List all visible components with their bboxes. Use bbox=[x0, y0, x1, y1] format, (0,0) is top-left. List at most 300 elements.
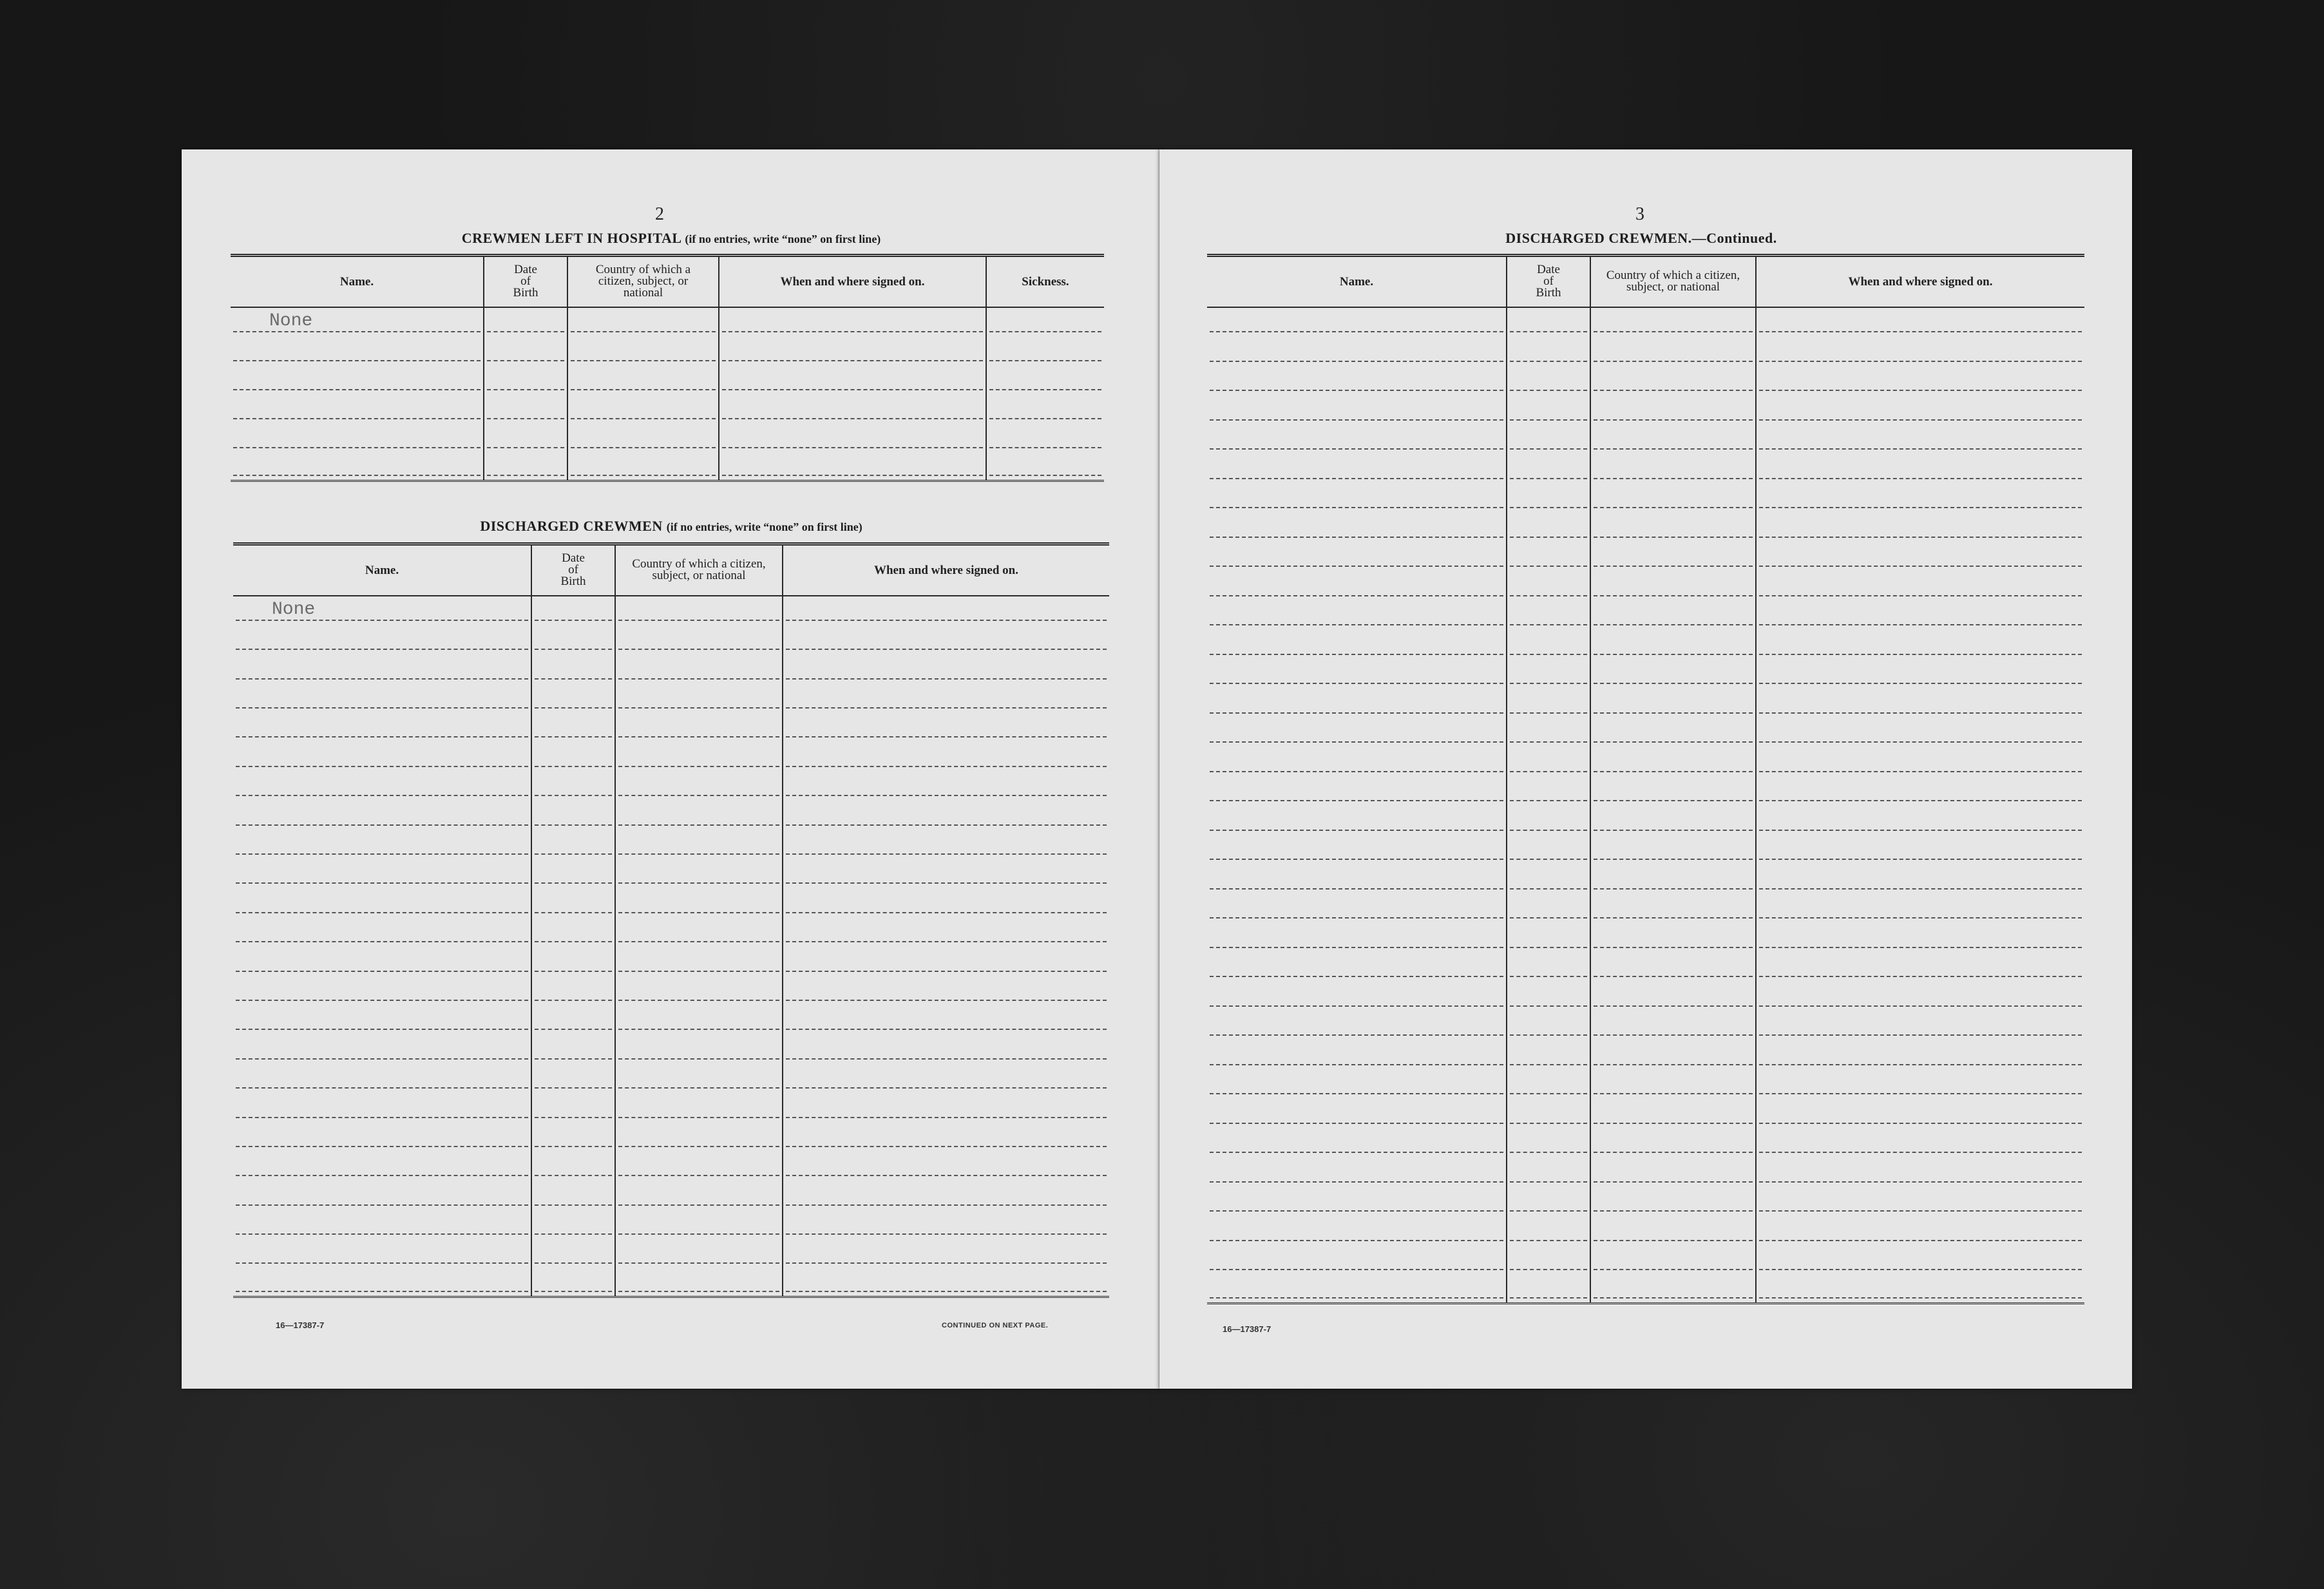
dotted-line bbox=[989, 475, 1101, 476]
dotted-line bbox=[236, 707, 528, 709]
table-cell bbox=[1207, 629, 1507, 659]
table-cell bbox=[231, 452, 484, 481]
table-cell bbox=[1756, 453, 2084, 483]
table-cell bbox=[233, 712, 531, 741]
table-cell bbox=[1207, 864, 1507, 893]
table-cell bbox=[719, 365, 986, 394]
table-cell bbox=[1756, 776, 2084, 806]
table-row bbox=[233, 946, 1109, 975]
dotted-line bbox=[618, 912, 779, 913]
dotted-line bbox=[618, 1233, 779, 1235]
dotted-line bbox=[1510, 1269, 1587, 1270]
dotted-line bbox=[786, 649, 1107, 650]
dotted-line bbox=[1759, 1269, 2082, 1270]
table-cell bbox=[615, 917, 783, 946]
table-cell bbox=[1207, 1040, 1507, 1069]
table-cell bbox=[1590, 747, 1756, 776]
table-cell bbox=[783, 1063, 1109, 1092]
table-cell bbox=[1590, 1215, 1756, 1245]
table-row bbox=[233, 741, 1109, 770]
dotted-line bbox=[236, 882, 528, 884]
table-cell bbox=[531, 654, 615, 683]
table-cell bbox=[1507, 1274, 1590, 1304]
dotted-line bbox=[1594, 624, 1753, 625]
table-cell bbox=[1507, 307, 1590, 337]
table-cell bbox=[1207, 453, 1507, 483]
dotted-line bbox=[1594, 1297, 1753, 1299]
table-cell bbox=[484, 336, 567, 365]
table-cell bbox=[1590, 1011, 1756, 1040]
dotted-line bbox=[618, 649, 779, 650]
dotted-line bbox=[1510, 331, 1587, 332]
dotted-line bbox=[786, 620, 1107, 621]
table-cell bbox=[531, 683, 615, 712]
dotted-line bbox=[535, 766, 612, 767]
table-cell bbox=[531, 712, 615, 741]
dotted-line bbox=[618, 1087, 779, 1089]
table-cell bbox=[1507, 776, 1590, 806]
table-cell bbox=[615, 859, 783, 888]
dotted-line bbox=[1510, 390, 1587, 391]
col-country bbox=[615, 544, 783, 596]
dotted-line bbox=[1210, 595, 1503, 596]
table-row bbox=[233, 1268, 1109, 1297]
table-cell bbox=[531, 1151, 615, 1180]
table-cell bbox=[531, 1005, 615, 1034]
dotted-line bbox=[786, 795, 1107, 796]
dotted-line bbox=[1510, 507, 1587, 508]
table-cell bbox=[531, 1063, 615, 1092]
table-cell bbox=[1507, 512, 1590, 542]
table-cell bbox=[531, 625, 615, 654]
table-cell bbox=[783, 1092, 1109, 1121]
table-row bbox=[233, 1092, 1109, 1121]
dotted-line bbox=[1759, 1034, 2082, 1036]
table-row bbox=[231, 394, 1104, 423]
table-cell bbox=[1507, 336, 1590, 366]
table-cell bbox=[1507, 1245, 1590, 1275]
dotted-line bbox=[1594, 448, 1753, 450]
dotted-line bbox=[618, 824, 779, 826]
dotted-line bbox=[786, 707, 1107, 709]
dotted-line bbox=[1210, 888, 1503, 890]
table-row bbox=[231, 307, 1104, 336]
table-cell bbox=[1590, 571, 1756, 600]
dotted-line bbox=[786, 1291, 1107, 1292]
dotted-line bbox=[535, 1058, 612, 1060]
dotted-line bbox=[1510, 1005, 1587, 1007]
table-cell bbox=[1507, 600, 1590, 630]
dotted-line bbox=[1210, 1064, 1503, 1065]
table-cell bbox=[484, 365, 567, 394]
table-cell bbox=[1590, 336, 1756, 366]
table-cell bbox=[1507, 1128, 1590, 1157]
dotted-line bbox=[1759, 1210, 2082, 1212]
table-cell bbox=[783, 1122, 1109, 1151]
table-row bbox=[1207, 1040, 2084, 1069]
table-cell bbox=[1507, 805, 1590, 835]
table-cell bbox=[531, 946, 615, 975]
table-row bbox=[233, 654, 1109, 683]
table-row bbox=[233, 888, 1109, 917]
dotted-line bbox=[618, 620, 779, 621]
dotted-line bbox=[1759, 507, 2082, 508]
dotted-line bbox=[1510, 1123, 1587, 1124]
left-page bbox=[182, 149, 1161, 1389]
dotted-line bbox=[1210, 1240, 1503, 1241]
dotted-line bbox=[618, 941, 779, 942]
table-cell bbox=[233, 654, 531, 683]
dotted-line bbox=[786, 1029, 1107, 1030]
table-row bbox=[231, 336, 1104, 365]
table-cell bbox=[233, 741, 531, 770]
discharged-table bbox=[233, 542, 1109, 1298]
table-cell bbox=[567, 307, 719, 336]
dotted-line bbox=[1759, 800, 2082, 801]
dotted-line bbox=[1210, 537, 1503, 538]
dotted-line bbox=[1759, 859, 2082, 860]
table-cell bbox=[1756, 571, 2084, 600]
table-row bbox=[233, 596, 1109, 625]
table-cell bbox=[615, 800, 783, 829]
table-cell bbox=[1590, 307, 1756, 337]
table-cell bbox=[1756, 366, 2084, 395]
table-row bbox=[1207, 629, 2084, 659]
dotted-line bbox=[618, 1058, 779, 1060]
table-cell bbox=[1590, 835, 1756, 864]
table-cell bbox=[1756, 336, 2084, 366]
dotted-line bbox=[1759, 478, 2082, 479]
dotted-line bbox=[535, 853, 612, 855]
dotted-line bbox=[1759, 1297, 2082, 1299]
dotted-line bbox=[236, 620, 528, 621]
dotted-line bbox=[233, 389, 481, 390]
table-cell bbox=[1207, 981, 1507, 1011]
table-cell bbox=[1756, 835, 2084, 864]
table-cell bbox=[615, 1239, 783, 1268]
dotted-line bbox=[722, 331, 983, 332]
page-number-left: 2 bbox=[655, 204, 664, 224]
table-cell bbox=[1507, 629, 1590, 659]
table-cell bbox=[1756, 1011, 2084, 1040]
table-cell bbox=[783, 1210, 1109, 1239]
table-cell bbox=[1207, 776, 1507, 806]
table-cell bbox=[1756, 1040, 2084, 1069]
dotted-line bbox=[1510, 654, 1587, 655]
table-cell bbox=[1507, 718, 1590, 747]
table-cell bbox=[531, 1122, 615, 1151]
table-cell bbox=[1507, 747, 1590, 776]
dotted-line bbox=[1759, 830, 2082, 831]
dotted-line bbox=[786, 971, 1107, 972]
dotted-line bbox=[571, 389, 716, 390]
dotted-line bbox=[722, 475, 983, 476]
table-cell bbox=[1590, 1157, 1756, 1186]
dotted-line bbox=[1510, 888, 1587, 890]
table-cell bbox=[233, 1239, 531, 1268]
dotted-line bbox=[618, 1029, 779, 1030]
table-cell bbox=[1207, 366, 1507, 395]
dotted-line bbox=[1210, 654, 1503, 655]
dotted-line bbox=[236, 649, 528, 650]
table-cell bbox=[1756, 1157, 2084, 1186]
table-row bbox=[231, 423, 1104, 452]
dotted-line bbox=[1594, 683, 1753, 684]
table-cell bbox=[233, 625, 531, 654]
dotted-line bbox=[1210, 1269, 1503, 1270]
table-cell bbox=[1590, 981, 1756, 1011]
table-cell bbox=[233, 1210, 531, 1239]
table-row bbox=[233, 859, 1109, 888]
table-cell bbox=[783, 654, 1109, 683]
table-cell bbox=[1590, 1128, 1756, 1157]
dotted-line bbox=[1210, 947, 1503, 948]
table-cell bbox=[615, 1122, 783, 1151]
table-row bbox=[1207, 1069, 2084, 1099]
col-name: Name. bbox=[233, 544, 531, 596]
dotted-line bbox=[1759, 448, 2082, 450]
dotted-line bbox=[1210, 800, 1503, 801]
dotted-line bbox=[989, 360, 1101, 361]
table-cell bbox=[567, 394, 719, 423]
dotted-line bbox=[1594, 712, 1753, 714]
dotted-line bbox=[722, 360, 983, 361]
table-cell bbox=[1207, 718, 1507, 747]
table-cell bbox=[484, 394, 567, 423]
table-cell bbox=[531, 596, 615, 625]
dotted-line bbox=[786, 678, 1107, 680]
dotted-line bbox=[786, 1262, 1107, 1264]
table-cell bbox=[1756, 1274, 2084, 1304]
table-cell bbox=[1590, 893, 1756, 923]
table-cell bbox=[233, 1268, 531, 1297]
dotted-line bbox=[535, 1204, 612, 1206]
table-cell bbox=[615, 1210, 783, 1239]
dotted-line bbox=[1594, 947, 1753, 948]
table-cell bbox=[1207, 307, 1507, 337]
table-cell bbox=[1507, 571, 1590, 600]
table-cell bbox=[231, 336, 484, 365]
dotted-line bbox=[1210, 478, 1503, 479]
dotted-line bbox=[1594, 361, 1753, 362]
table-cell bbox=[1207, 1186, 1507, 1216]
table-cell bbox=[986, 394, 1104, 423]
table-row bbox=[1207, 571, 2084, 600]
dotted-line bbox=[1594, 390, 1753, 391]
dotted-line bbox=[618, 766, 779, 767]
table-cell bbox=[1590, 483, 1756, 513]
dotted-line bbox=[571, 331, 716, 332]
table-cell bbox=[1756, 1245, 2084, 1275]
table-cell bbox=[783, 771, 1109, 800]
dotted-line bbox=[1759, 566, 2082, 567]
dotted-line bbox=[1594, 566, 1753, 567]
table-cell bbox=[1590, 864, 1756, 893]
col-country-text: Country of which a citizen, subject, or national bbox=[595, 263, 691, 300]
dotted-line bbox=[1210, 1093, 1503, 1094]
dotted-line bbox=[1510, 741, 1587, 743]
table-cell bbox=[484, 452, 567, 481]
dotted-line bbox=[1510, 771, 1587, 772]
dotted-line bbox=[535, 1117, 612, 1118]
table-cell bbox=[1207, 542, 1507, 571]
table-cell bbox=[1507, 893, 1590, 923]
table-row bbox=[233, 1005, 1109, 1034]
table-cell bbox=[1590, 512, 1756, 542]
dotted-line bbox=[1594, 771, 1753, 772]
dotted-line bbox=[236, 971, 528, 972]
dotted-line bbox=[236, 1175, 528, 1176]
dotted-line bbox=[1510, 917, 1587, 918]
table-cell bbox=[615, 596, 783, 625]
dotted-line bbox=[1510, 712, 1587, 714]
table-cell bbox=[231, 423, 484, 452]
dotted-line bbox=[1210, 859, 1503, 860]
dotted-line bbox=[1510, 1064, 1587, 1065]
dotted-line bbox=[1510, 595, 1587, 596]
dotted-line bbox=[1759, 595, 2082, 596]
table-cell bbox=[783, 1268, 1109, 1297]
col-sickness: Sickness. bbox=[986, 256, 1104, 307]
table-cell bbox=[1756, 629, 2084, 659]
table-cell bbox=[531, 976, 615, 1005]
col-country-text: Country of which a citizen, subject, or national bbox=[1606, 269, 1740, 294]
dotted-line bbox=[1510, 361, 1587, 362]
table-cell bbox=[1756, 718, 2084, 747]
table-cell bbox=[986, 423, 1104, 452]
col-date-of-birth-text: Date of Birth bbox=[1536, 263, 1561, 300]
dotted-line bbox=[1510, 800, 1587, 801]
table-cell bbox=[1507, 688, 1590, 718]
dotted-line bbox=[236, 1087, 528, 1089]
table-row bbox=[233, 800, 1109, 829]
dotted-line bbox=[786, 882, 1107, 884]
table-row bbox=[1207, 366, 2084, 395]
dotted-line bbox=[1210, 830, 1503, 831]
dotted-line bbox=[1510, 1240, 1587, 1241]
table-cell bbox=[1590, 952, 1756, 982]
table-cell bbox=[567, 336, 719, 365]
dotted-line bbox=[1594, 478, 1753, 479]
table-cell bbox=[233, 830, 531, 859]
dotted-line bbox=[1594, 419, 1753, 421]
table-cell bbox=[1756, 981, 2084, 1011]
table-cell bbox=[1507, 483, 1590, 513]
dotted-line bbox=[1759, 712, 2082, 714]
discharged-body bbox=[233, 596, 1109, 1297]
table-cell bbox=[1590, 688, 1756, 718]
table-cell bbox=[1756, 864, 2084, 893]
dotted-line bbox=[1594, 1093, 1753, 1094]
dotted-line bbox=[1759, 537, 2082, 538]
table-cell bbox=[1756, 805, 2084, 835]
table-cell bbox=[1590, 1186, 1756, 1216]
table-cell bbox=[783, 1005, 1109, 1034]
dotted-line bbox=[236, 824, 528, 826]
dotted-line bbox=[1594, 1181, 1753, 1183]
table-cell bbox=[233, 683, 531, 712]
dotted-line bbox=[236, 736, 528, 737]
dotted-line bbox=[1759, 741, 2082, 743]
dotted-line bbox=[618, 971, 779, 972]
table-cell bbox=[615, 976, 783, 1005]
dotted-line bbox=[236, 1000, 528, 1001]
table-cell bbox=[1207, 805, 1507, 835]
table-cell bbox=[986, 307, 1104, 336]
col-date-of-birth-text: Date of Birth bbox=[513, 263, 538, 300]
table-cell bbox=[783, 976, 1109, 1005]
table-cell bbox=[567, 365, 719, 394]
dotted-line bbox=[1759, 624, 2082, 625]
table-cell bbox=[1756, 424, 2084, 454]
dotted-line bbox=[1594, 1034, 1753, 1036]
col-when-where: When and where signed on. bbox=[1756, 256, 2084, 307]
table-cell bbox=[1590, 366, 1756, 395]
dotted-line bbox=[1759, 1152, 2082, 1153]
table-cell bbox=[531, 917, 615, 946]
dotted-line bbox=[236, 795, 528, 796]
table-cell bbox=[231, 365, 484, 394]
dotted-line bbox=[786, 1087, 1107, 1089]
table-row bbox=[1207, 1128, 2084, 1157]
dotted-line bbox=[571, 418, 716, 419]
table-cell bbox=[1207, 1098, 1507, 1128]
form-code-left: 16—17387-7 bbox=[276, 1320, 325, 1330]
dotted-line bbox=[1510, 1181, 1587, 1183]
dotted-line bbox=[233, 447, 481, 448]
dotted-line bbox=[1510, 830, 1587, 831]
table-row bbox=[233, 771, 1109, 800]
dotted-line bbox=[618, 1291, 779, 1292]
dotted-line bbox=[786, 853, 1107, 855]
dotted-line bbox=[618, 1175, 779, 1176]
dotted-line bbox=[1759, 683, 2082, 684]
table-row bbox=[233, 1063, 1109, 1092]
table-row bbox=[1207, 835, 2084, 864]
dotted-line bbox=[618, 1146, 779, 1147]
table-row bbox=[1207, 718, 2084, 747]
dotted-line bbox=[1759, 654, 2082, 655]
discharged-header-row bbox=[233, 544, 1109, 596]
col-country bbox=[1590, 256, 1756, 307]
table-cell bbox=[615, 1151, 783, 1180]
table-cell bbox=[1507, 864, 1590, 893]
table-row bbox=[1207, 805, 2084, 835]
table-cell bbox=[531, 1239, 615, 1268]
dotted-line bbox=[535, 1146, 612, 1147]
table-row bbox=[1207, 1215, 2084, 1245]
table-cell bbox=[1507, 542, 1590, 571]
dotted-line bbox=[1510, 448, 1587, 450]
table-row bbox=[233, 1239, 1109, 1268]
table-row bbox=[1207, 1186, 2084, 1216]
table-cell bbox=[1756, 747, 2084, 776]
table-row bbox=[1207, 1011, 2084, 1040]
table-cell bbox=[231, 307, 484, 336]
table-cell bbox=[615, 683, 783, 712]
table-cell bbox=[1207, 1245, 1507, 1275]
dotted-line bbox=[1510, 1210, 1587, 1212]
table-cell bbox=[783, 1180, 1109, 1209]
table-cell bbox=[567, 423, 719, 452]
table-row bbox=[233, 1180, 1109, 1209]
table-cell bbox=[233, 1063, 531, 1092]
dotted-line bbox=[1759, 771, 2082, 772]
table-cell bbox=[1507, 1011, 1590, 1040]
table-cell bbox=[1507, 835, 1590, 864]
table-cell bbox=[1756, 893, 2084, 923]
table-cell bbox=[783, 917, 1109, 946]
